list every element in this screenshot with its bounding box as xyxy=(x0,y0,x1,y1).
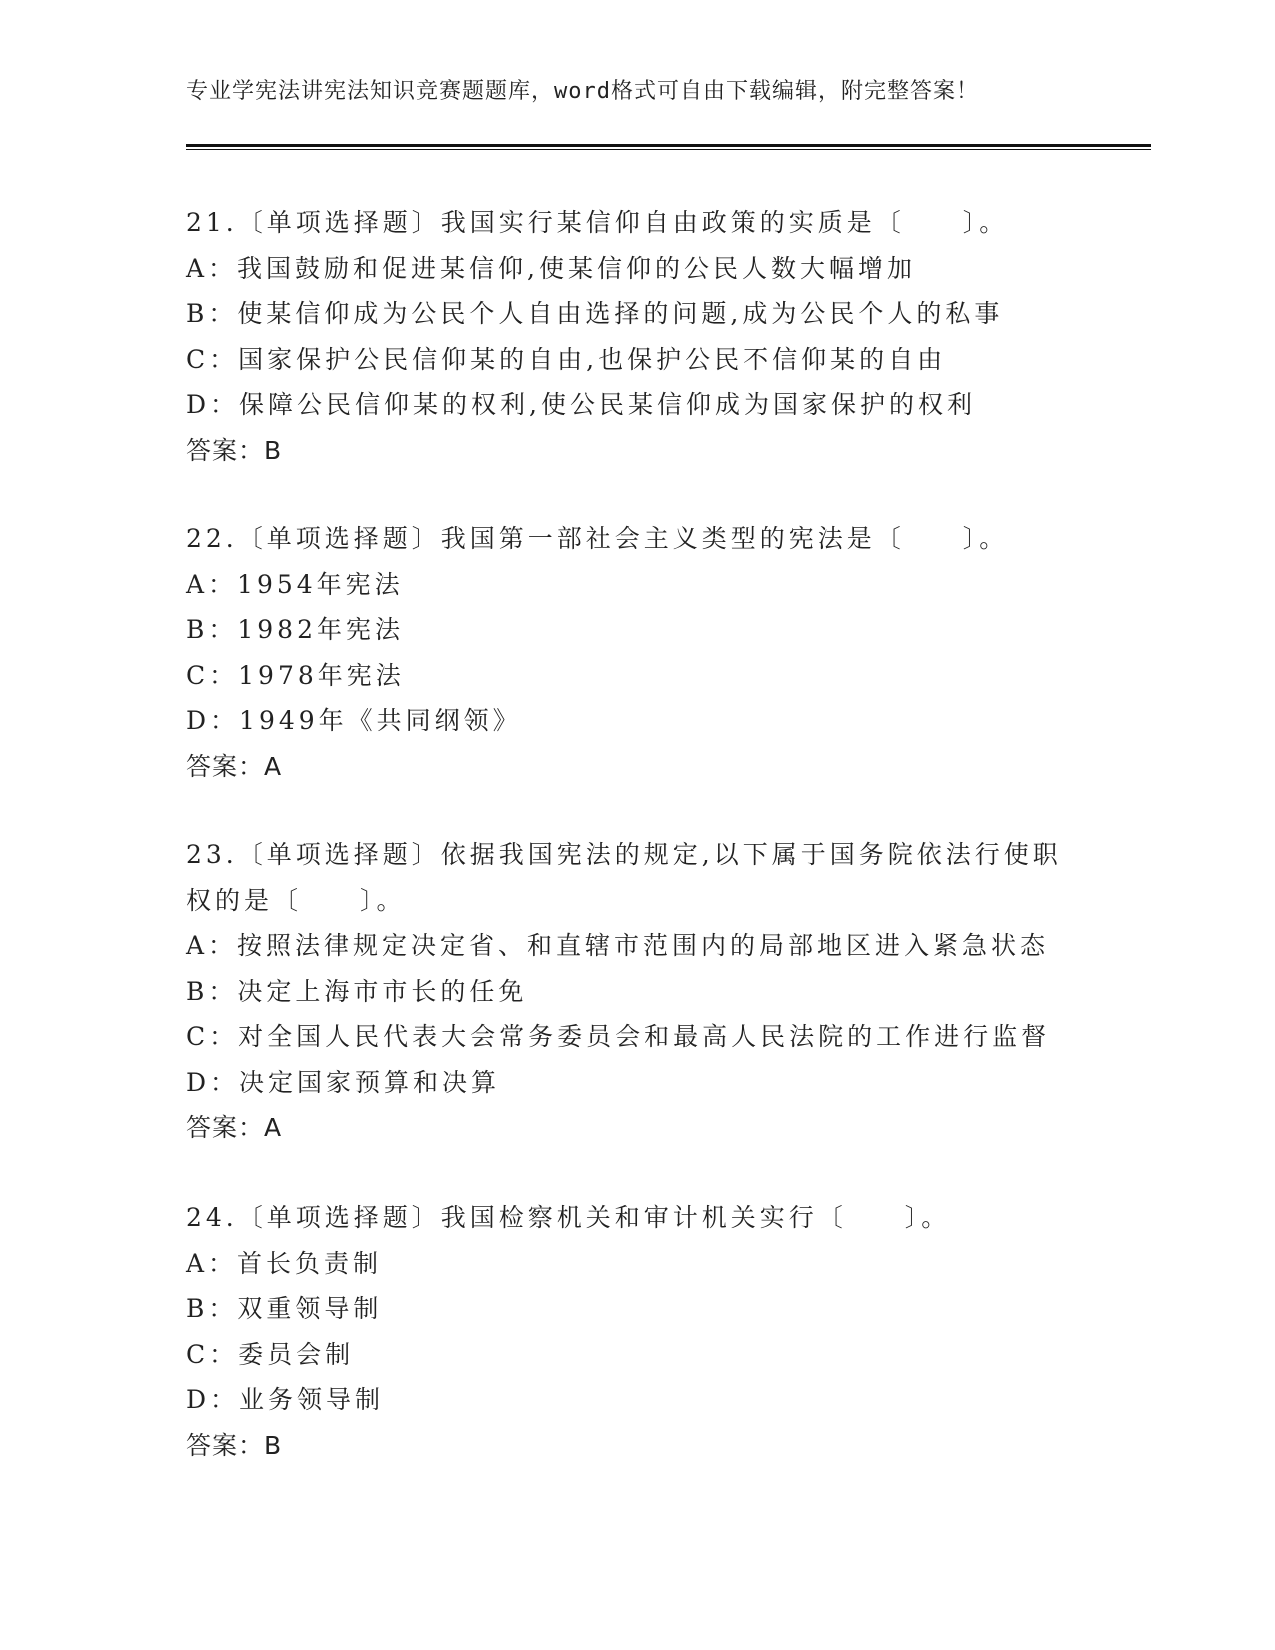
document-header: 专业学宪法讲宪法知识竞赛题题库，word格式可自由下载编辑，附完整答案！ xyxy=(186,79,979,104)
answer: 答案：A xyxy=(186,1113,283,1142)
option-a: A：我国鼓励和促进某信仰,使某信仰的公民人数大幅增加 xyxy=(186,253,917,283)
option-d: D：保障公民信仰某的权利,使公民某信仰成为国家保护的权利 xyxy=(186,390,976,419)
header-rule-thin xyxy=(186,149,1151,150)
option-b: B：1982年宪法 xyxy=(186,615,404,644)
option-b: B：使某信仰成为公民个人自由选择的问题,成为公民个人的私事 xyxy=(186,299,1004,328)
option-d: D：决定国家预算和决算 xyxy=(186,1067,501,1097)
option-c: C：国家保护公民信仰某的自由,也保护公民不信仰某的自由 xyxy=(186,344,947,374)
option-c: C：对全国人民代表大会常务委员会和最高人民法院的工作进行监督 xyxy=(186,1022,1051,1051)
option-c: C：1978年宪法 xyxy=(186,660,405,690)
option-b: B：决定上海市市长的任免 xyxy=(186,976,528,1006)
answer: 答案：B xyxy=(186,435,283,465)
header-rule-thick xyxy=(186,144,1151,147)
question-stem: 23.〔单项选择题〕依据我国宪法的规定,以下属于国务院依法行使职权的是〔 〕。 xyxy=(186,840,1062,915)
option-a: A：首长负责制 xyxy=(186,1248,383,1278)
question-stem: 21.〔单项选择题〕我国实行某信仰自由政策的实质是〔 〕。 xyxy=(186,208,1009,237)
option-c: C：委员会制 xyxy=(186,1339,355,1369)
answer: 答案：B xyxy=(186,1430,283,1460)
question-stem: 24.〔单项选择题〕我国检察机关和审计机关实行〔 〕。 xyxy=(186,1203,951,1232)
option-d: D：业务领导制 xyxy=(186,1385,385,1414)
option-a: A：按照法律规定决定省、和直辖市范围内的局部地区进入紧急状态 xyxy=(186,931,1050,960)
answer: 答案：A xyxy=(186,751,283,781)
option-a: A：1954年宪法 xyxy=(186,569,404,599)
question-21 xyxy=(186,200,1066,473)
question-23 xyxy=(186,832,1066,1151)
question-24 xyxy=(186,1195,1066,1468)
option-b: B：双重领导制 xyxy=(186,1294,383,1323)
question-stem: 22.〔单项选择题〕我国第一部社会主义类型的宪法是〔 〕。 xyxy=(186,524,1009,553)
option-d: D：1949年《共同纲领》 xyxy=(186,706,522,735)
question-22 xyxy=(186,516,1066,789)
